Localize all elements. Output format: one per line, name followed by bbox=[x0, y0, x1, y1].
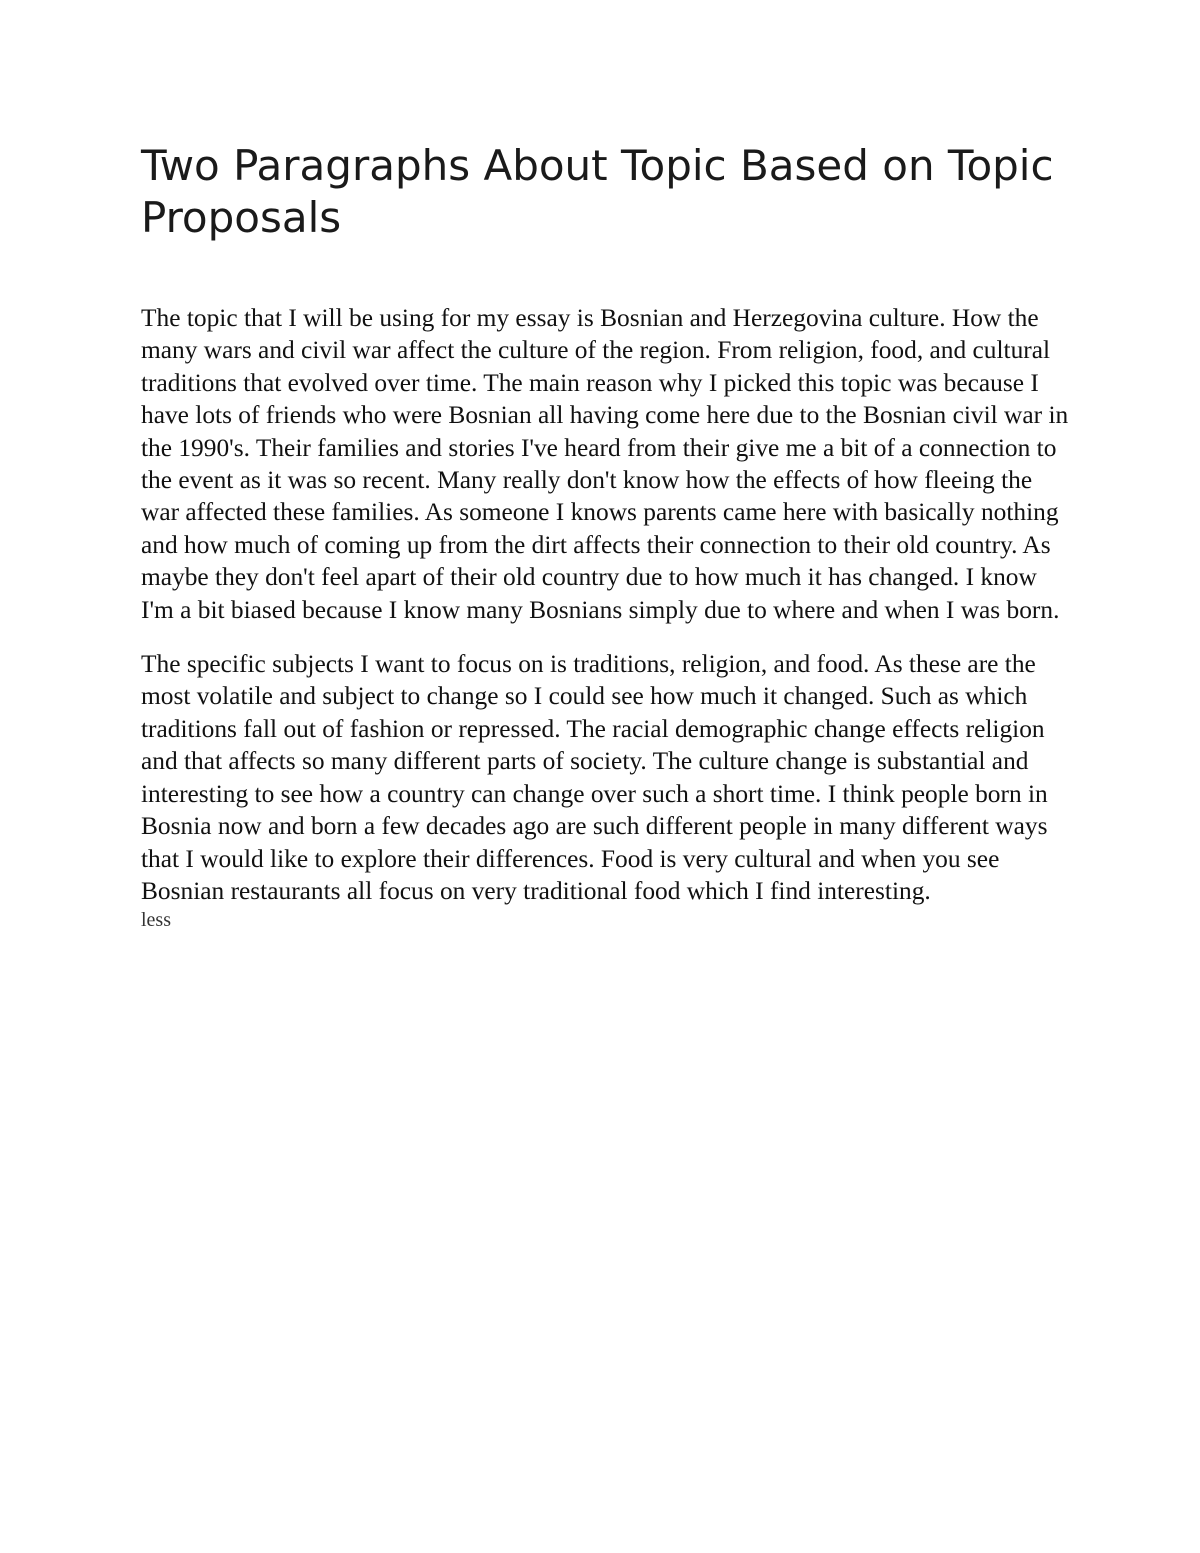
paragraph-1: The topic that I will be using for my essay is Bosnian and Herzegovina culture. How the many wars and civil war affect the culture of the region. From religion, food, and cultural traditions that evolved over time. The main reason why I picked this topic was because I have lots of friends who were Bosnian all having come here due to the Bosnian civil war in the 1990's. Their families and stories I've heard from their give me a bit of a connection to the event as it was so recent. Many really don't know how the effects of how fleeing the war affected these families. As someone I knows parents came here with basically nothing and how much of coming up from the dirt affects their connection to their old country. As maybe they don't feel apart of their old country due to how much it has changed. I know I'm a bit biased because I know many Bosnians simply due to where and when I was born. bbox=[141, 304, 1069, 624]
document-title: Two Paragraphs About Topic Based on Topic Proposals bbox=[141, 141, 1054, 242]
paragraph-2: The specific subjects I want to focus on is traditions, religion, and food. As these are the most volatile and subject to change so I could see how much it changed. Such as which traditions fall out of fashion or repressed. The racial demographic change effects religion and that affects so many different parts of society. The culture change is substantial and interesting to see how a country can change over such a short time. I think people born in Bosnia now and born a few decades ago are such different people in many different ways that I would like to explore their differences. Food is very cultural and when you see Bosnian restaurants all focus on very traditional food which I find interesting. bbox=[141, 650, 1048, 905]
document-body bbox=[141, 302, 1071, 933]
show-less-link[interactable]: less bbox=[141, 909, 171, 932]
